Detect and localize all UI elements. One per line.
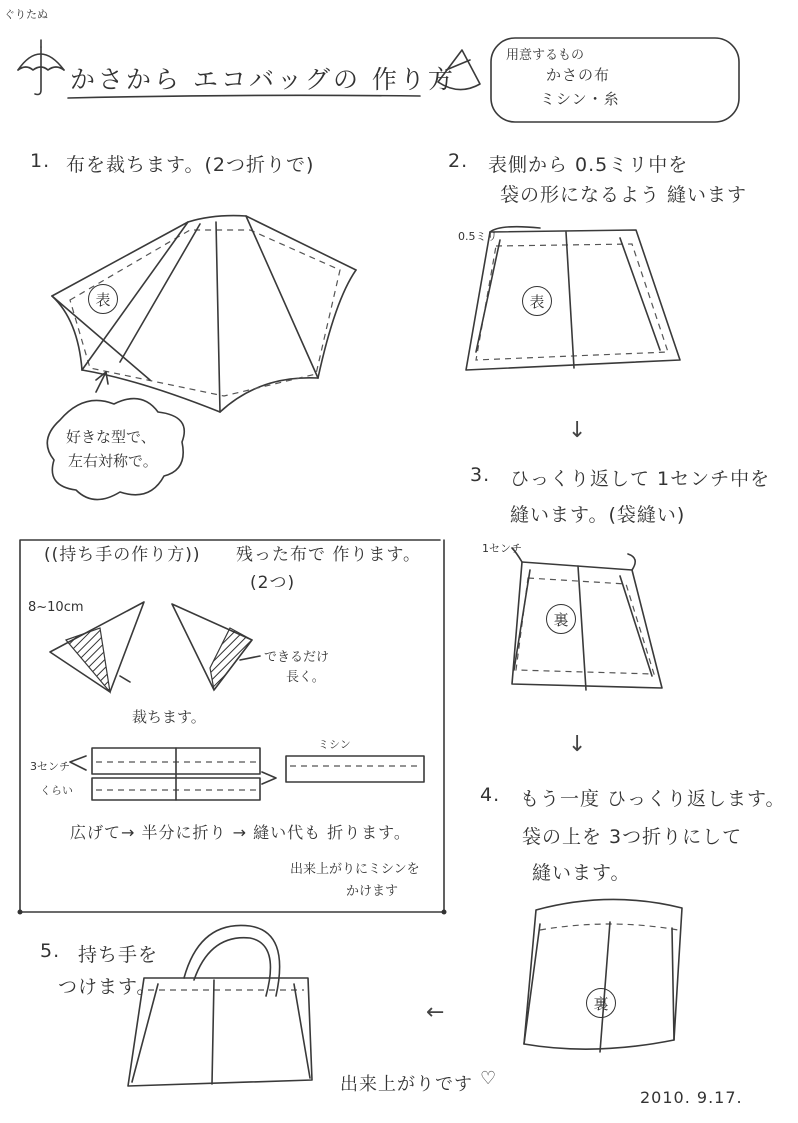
materials-item-machine: ミシン・糸 [540,90,620,108]
step2-bag [466,227,680,370]
step3-back-mark: 裏 [546,604,576,634]
step3-number: 3. [470,464,491,486]
step1-face-mark: 表 [88,284,118,314]
step2-line-2: 袋の形になるよう 縫います [500,184,748,206]
step3-margin: 1センチ [482,542,522,555]
strip-width-1: 3センチ [30,760,70,773]
sew-label: ミシン [318,738,351,751]
page-title: かさから エコバッグの 作り方 [70,65,456,94]
step1-number: 1. [30,150,51,172]
step2-number: 2. [448,150,469,172]
step4-bag [524,899,682,1052]
handle-finish-2: かけます [346,884,399,899]
down-arrow-icon: ↓ [568,732,587,757]
corner-note: ぐりたぬ [4,8,48,21]
bubble-line-2: 左右対称で。 [68,452,158,470]
down-arrow-icon: ↓ [568,418,587,443]
handle-heading: ((持ち手の作り方)) [44,545,201,565]
step4-back-mark: 裏 [586,988,616,1018]
step1-cloth [52,216,356,412]
handle-finish-1: 出来上がりにミシンを [290,862,420,877]
step2-line-1: 表側から 0.5ミリ中を [488,154,689,176]
step2-face-mark: 表 [522,286,552,316]
step3-line-2: 縫います。(袋縫い) [510,504,686,526]
step4-number: 4. [480,784,501,806]
step2-margin: 0.5ミリ [458,230,498,243]
handle-long-1: できるだけ [264,650,330,665]
materials-heading: 用意するもの [506,48,585,63]
handle-triangles [50,602,260,692]
handle-count: (2つ) [250,573,296,593]
materials-item-cloth: かさの布 [546,66,611,84]
handle-long-2: 長く。 [286,670,325,685]
bubble-line-1: 好きな型で、 [66,428,156,446]
finished-text: 出来上がりです [340,1074,473,1095]
step4-line-2: 袋の上を 3つ折りにして [522,826,743,848]
date: 2010. 9.17. [640,1088,743,1107]
step5-line-1: 持ち手を [78,944,159,966]
handle-process: 広げて→ 半分に折り → 縫い代も 折ります。 [70,823,411,842]
step5-line-2: つけます。 [58,976,157,998]
step3-line-1: ひっくり返して 1センチ中を [510,468,771,490]
handle-cut: 裁ちます。 [132,708,206,726]
step5-number: 5. [40,940,61,962]
handle-strips [70,748,424,800]
heart-icon: ♡ [480,1068,497,1089]
handle-section-frame [20,540,444,912]
left-arrow-icon: ← [426,1000,445,1025]
step4-line-1: もう一度 ひっくり返します。 [520,788,786,810]
umbrella-icon [18,40,64,95]
handle-note: 残った布で 作ります。 [236,545,422,565]
step1-text: 布を裁ちます。(2つ折りで) [66,154,315,176]
strip-width-2: くらい [40,784,73,797]
step4-line-3: 縫います。 [532,862,631,884]
step3-bag [512,548,662,690]
handle-width: 8~10cm [28,600,84,615]
